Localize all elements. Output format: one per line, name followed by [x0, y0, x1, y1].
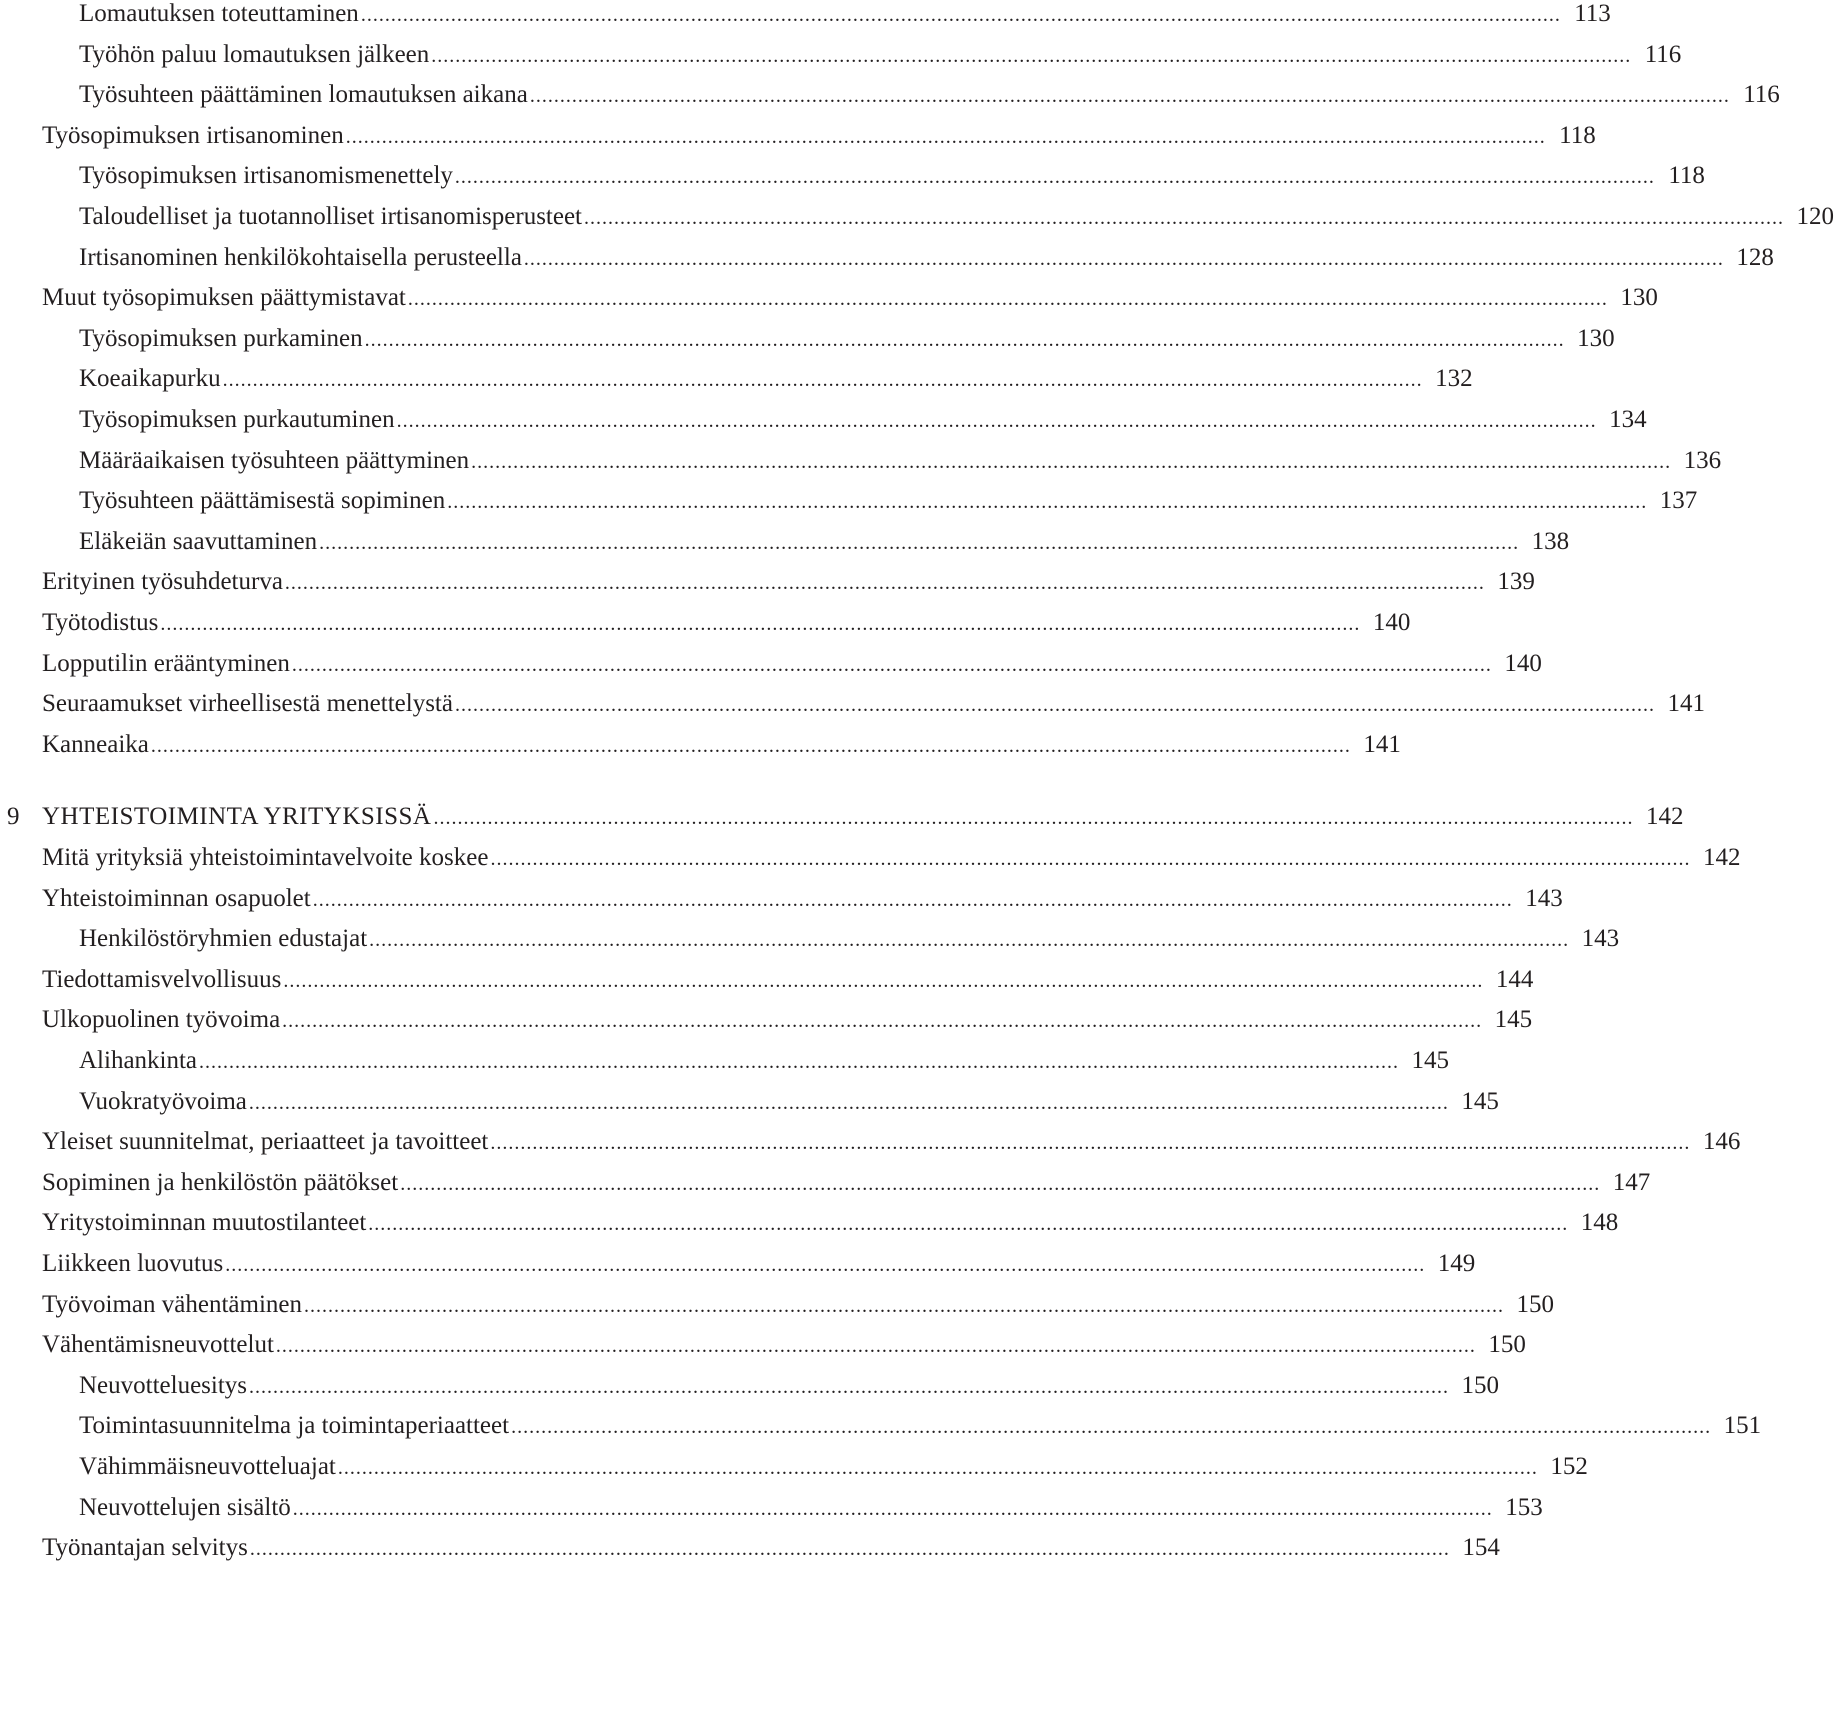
toc-entry-title: Liikkeen luovutus [42, 1250, 224, 1277]
toc-entry [79, 481, 1698, 521]
toc-page-number: 143 [1581, 925, 1620, 953]
toc-page-number: 136 [1683, 446, 1722, 474]
dot-leader: ........................................................................................................................................................................................................ [511, 1416, 1712, 1439]
toc-page-number: 140 [1372, 609, 1411, 636]
dot-leader: ........................................................................................................................................................................................................ [312, 888, 1513, 911]
toc-page-number: 150 [1516, 1290, 1554, 1318]
toc-entry [79, 1366, 1500, 1406]
toc-entry-title: Työsuhteen päättämisestä sopiminen [79, 487, 446, 515]
toc-entry [79, 0, 1611, 34]
toc-entry [42, 1528, 1500, 1568]
toc-entry-title: YHTEISTOIMINTA YRITYKSISSÄ [42, 803, 432, 831]
dot-leader: ........................................................................................................................................................................................................ [364, 328, 1565, 351]
toc-page-number: 116 [1644, 40, 1682, 68]
toc-page-number: 139 [1497, 568, 1535, 596]
toc-entry [42, 1122, 1741, 1162]
toc-entry [79, 359, 1473, 399]
toc-entry-title: Työsopimuksen irtisanomismenettely [79, 162, 453, 190]
dot-leader: ........................................................................................................................................................................................................ [275, 1335, 1476, 1358]
dot-leader: ........................................................................................................................................................................................................ [160, 613, 1361, 635]
toc-page-number: 142 [1702, 844, 1741, 871]
toc-page-number: 145 [1411, 1047, 1450, 1074]
toc-entry-title: Kanneaika [42, 730, 149, 758]
dot-leader: ........................................................................................................................................................................................................ [490, 848, 1691, 870]
toc-entry [42, 684, 1705, 724]
toc-page-number: 144 [1495, 965, 1534, 993]
dot-leader: ........................................................................................................................................................................................................ [400, 1172, 1601, 1195]
toc-entry-title: Toimintasuunnitelma ja toimintaperiaatteet [79, 1412, 510, 1440]
dot-leader: ........................................................................................................................................................................................................ [282, 1010, 1483, 1033]
dot-leader: ........................................................................................................................................................................................................ [368, 1213, 1569, 1236]
toc-entry [79, 441, 1722, 481]
toc-entry [42, 1244, 1476, 1284]
toc-page-number: 128 [1736, 243, 1774, 271]
toc-entry [79, 1447, 1588, 1487]
toc-entry-title: Neuvottelujen sisältö [79, 1493, 291, 1521]
toc-entry [42, 1325, 1526, 1365]
toc-entry-title: Vähentämisneuvottelut [42, 1331, 274, 1359]
toc-entry [79, 35, 1682, 75]
dot-leader: ........................................................................................................................................................................................................ [249, 1375, 1450, 1398]
dot-leader: ........................................................................................................................................................................................................ [490, 1132, 1691, 1155]
toc-page-number: 137 [1659, 487, 1698, 515]
toc-page-number: 118 [1668, 162, 1705, 190]
dot-leader: ........................................................................................................................................................................................................ [345, 125, 1546, 148]
toc-page-number: 148 [1580, 1209, 1619, 1237]
dot-leader: ........................................................................................................................................................................................................ [471, 450, 1672, 473]
toc-entry [42, 1285, 1554, 1325]
toc-entry [42, 562, 1535, 602]
dot-leader: ........................................................................................................................................................................................................ [248, 1091, 1449, 1114]
toc-entry-title: Työsopimuksen purkautuminen [79, 406, 395, 433]
toc-entry [42, 1000, 1533, 1040]
toc-page-number: 118 [1559, 121, 1596, 149]
toc-entry-title: Työsuhteen päättäminen lomautuksen aikana [79, 81, 528, 109]
toc-entry-title: Työnantajan selvitys [42, 1534, 248, 1562]
toc-page-number: 152 [1550, 1453, 1588, 1480]
toc-page-number: 146 [1702, 1128, 1741, 1156]
toc-page-number: 149 [1437, 1250, 1476, 1277]
dot-leader: ........................................................................................................................................................................................................ [433, 807, 1634, 830]
dot-leader: ........................................................................................................................................................................................................ [396, 410, 1597, 432]
toc-page-number: 134 [1609, 406, 1647, 433]
dot-leader: ........................................................................................................................................................................................................ [454, 166, 1655, 189]
toc-entry [42, 603, 1411, 643]
dot-leader: ........................................................................................................................................................................................................ [369, 929, 1570, 952]
toc-page-number: 151 [1723, 1412, 1762, 1440]
toc-entry-title: Alihankinta [79, 1047, 198, 1074]
dot-leader: ........................................................................................................................................................................................................ [199, 1051, 1400, 1073]
toc-entry [79, 1488, 1543, 1528]
chapter-heading [7, 797, 1684, 837]
toc-entry [79, 400, 1647, 440]
dot-leader: ........................................................................................................................................................................................................ [319, 531, 1520, 554]
toc-entry-title: Koeaikapurku [79, 365, 221, 393]
toc-page-number: 150 [1488, 1331, 1526, 1359]
toc-entry-title: Määräaikaisen työsuhteen päättyminen [79, 446, 470, 474]
dot-leader: ........................................................................................................................................................................................................ [529, 85, 1730, 108]
dot-leader: ........................................................................................................................................................................................................ [291, 653, 1492, 676]
toc-entry-title: Erityinen työsuhdeturva [42, 568, 283, 596]
dot-leader: ........................................................................................................................................................................................................ [447, 491, 1648, 514]
toc-page-number: 145 [1494, 1006, 1533, 1034]
toc-entry [79, 197, 1834, 237]
dot-leader: ........................................................................................................................................................................................................ [337, 1457, 1538, 1479]
toc-entry-title: Työvoiman vähentäminen [42, 1290, 302, 1318]
toc-entry [79, 319, 1615, 359]
toc-page-number: 113 [1574, 0, 1611, 27]
toc-page-number: 130 [1577, 324, 1615, 352]
dot-leader: ........................................................................................................................................................................................................ [431, 44, 1632, 67]
toc-entry [42, 1163, 1651, 1203]
toc-entry-title: Neuvotteluesitys [79, 1371, 248, 1399]
toc-entry-title: Yhteistoiminnan osapuolet [42, 884, 311, 912]
toc-entry-title: Muut työsopimuksen päättymistavat [42, 284, 406, 312]
toc-page-number: 140 [1504, 649, 1542, 677]
toc-entry [79, 75, 1780, 115]
toc-entry-title: Yleiset suunnitelmat, periaatteet ja tavoitteet [42, 1128, 489, 1156]
toc-entry-title: Taloudelliset ja tuotannolliset irtisanomisperusteet [79, 203, 583, 230]
toc-entry [42, 838, 1741, 878]
toc-entry-title: Työhön paluu lomautuksen jälkeen [79, 40, 430, 68]
toc-page-number: 138 [1531, 527, 1570, 555]
toc-page-number: 130 [1620, 284, 1658, 312]
toc-entry-title: Vuokratyövoima [79, 1087, 247, 1115]
toc-entry-title: Työtodistus [42, 609, 159, 636]
toc-entry [42, 278, 1658, 318]
dot-leader: ........................................................................................................................................................................................................ [150, 734, 1351, 757]
dot-leader: ........................................................................................................................................................................................................ [292, 1497, 1493, 1520]
toc-entry [79, 1082, 1499, 1122]
toc-entry [79, 156, 1705, 196]
chapter-number: 9 [7, 803, 20, 831]
dot-leader: ........................................................................................................................................................................................................ [454, 694, 1655, 717]
toc-entry-title: Ulkopuolinen työvoima [42, 1006, 281, 1034]
toc-page-number: 116 [1743, 81, 1780, 109]
toc-entry [79, 522, 1570, 562]
toc-page-number: 153 [1505, 1493, 1543, 1521]
toc-page-number: 150 [1461, 1371, 1500, 1399]
toc-entry [42, 725, 1401, 765]
toc-page-number: 142 [1645, 803, 1684, 831]
toc-entry [42, 644, 1542, 684]
toc-page-number: 143 [1525, 884, 1563, 912]
dot-leader: ........................................................................................................................................................................................................ [284, 572, 1485, 595]
toc-entry-title: Lopputilin erääntyminen [42, 649, 290, 677]
toc-entry-title: Mitä yrityksiä yhteistoimintavelvoite koskee [42, 844, 489, 871]
toc-page-number: 132 [1435, 365, 1473, 393]
toc-entry-title: Työsopimuksen purkaminen [79, 324, 363, 352]
dot-leader: ........................................................................................................................................................................................................ [283, 969, 1484, 992]
toc-page-number: 141 [1667, 690, 1705, 718]
dot-leader: ........................................................................................................................................................................................................ [584, 207, 1785, 229]
toc-page-number: 154 [1462, 1534, 1500, 1562]
toc-entry-title: Seuraamukset virheellisestä menettelystä [42, 690, 453, 718]
toc-entry [42, 879, 1563, 919]
toc-entry-title: Työsopimuksen irtisanominen [42, 121, 344, 149]
dot-leader: ........................................................................................................................................................................................................ [407, 288, 1608, 311]
toc-entry [42, 116, 1596, 156]
toc-entry-title: Tiedottamisvelvollisuus [42, 965, 282, 993]
dot-leader: ........................................................................................................................................................................................................ [225, 1254, 1426, 1276]
toc-entry-title: Irtisanominen henkilökohtaisella perusteella [79, 243, 522, 271]
toc-entry [79, 919, 1620, 959]
toc-entry-title: Yritystoiminnan muutostilanteet [42, 1209, 367, 1237]
toc-entry [42, 960, 1534, 1000]
toc-entry [79, 1041, 1450, 1081]
toc-page-number: 145 [1461, 1087, 1499, 1115]
dot-leader: ........................................................................................................................................................................................................ [523, 247, 1724, 270]
toc-page-number: 141 [1363, 730, 1401, 758]
dot-leader: ........................................................................................................................................................................................................ [304, 1294, 1504, 1317]
toc-entry-title: Eläkeiän saavuttaminen [79, 527, 318, 555]
toc-entry-title: Lomautuksen toteuttaminen [79, 0, 359, 27]
dot-leader: ........................................................................................................................................................................................................ [360, 4, 1561, 26]
toc-entry-title: Henkilöstöryhmien edustajat [79, 925, 368, 953]
toc-page-number: 147 [1612, 1168, 1651, 1196]
dot-leader: ........................................................................................................................................................................................................ [222, 369, 1423, 392]
dot-leader: ........................................................................................................................................................................................................ [249, 1538, 1450, 1561]
toc-entry [79, 238, 1774, 278]
toc-entry [79, 1406, 1762, 1446]
toc-page-number: 120 [1796, 203, 1834, 230]
toc-entry-title: Sopiminen ja henkilöstön päätökset [42, 1168, 399, 1196]
toc-entry [42, 1203, 1619, 1243]
toc-entry-title: Vähimmäisneuvotteluajat [79, 1453, 336, 1480]
